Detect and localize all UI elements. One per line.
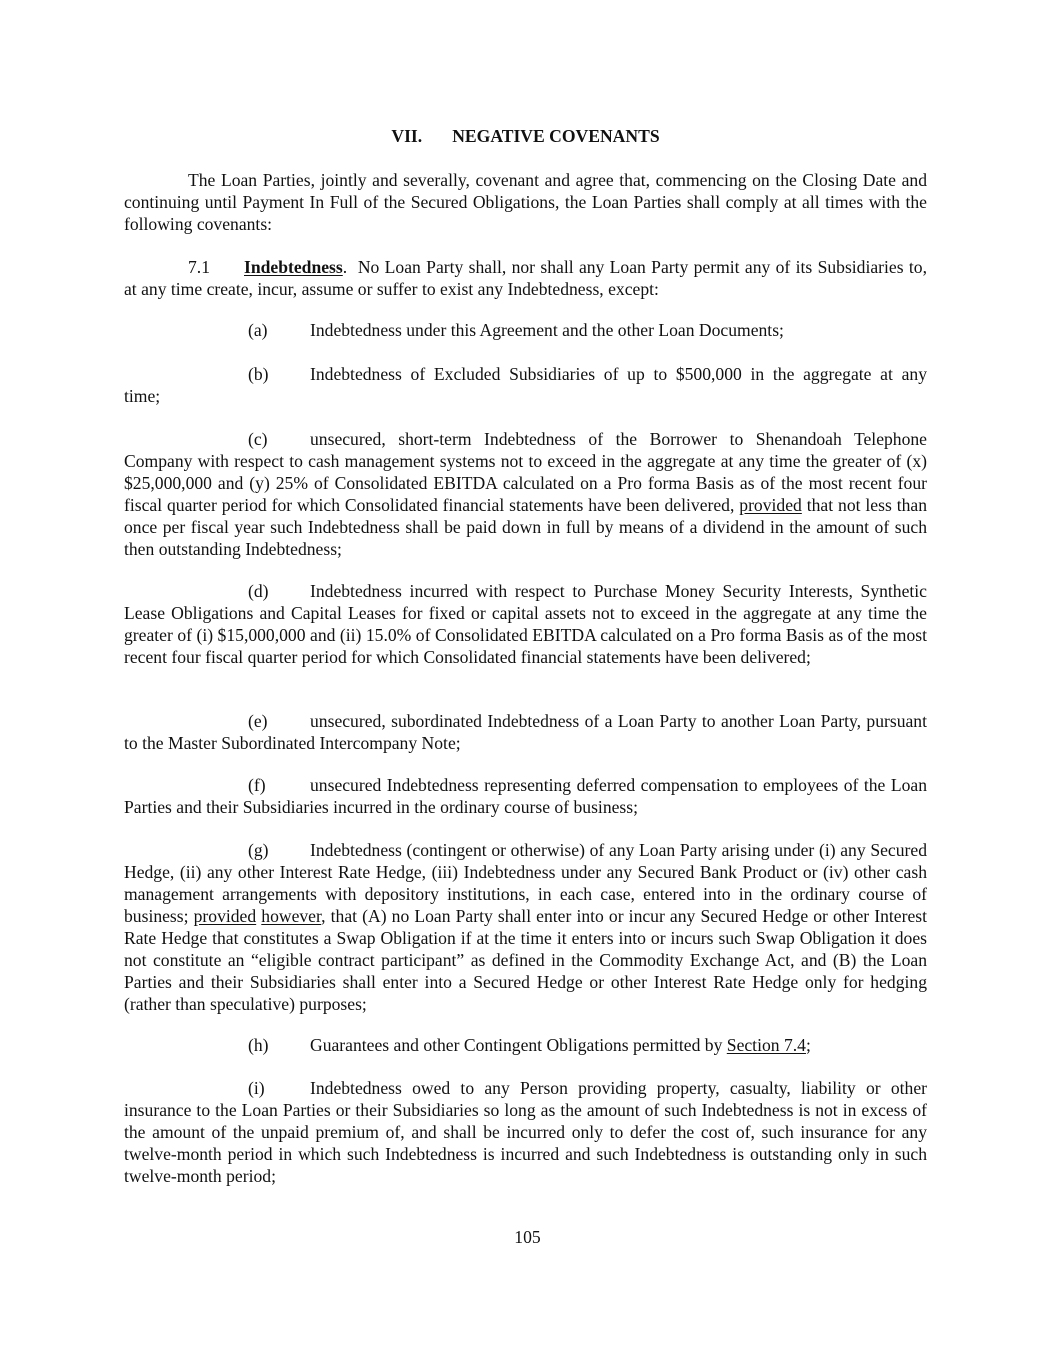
intro-paragraph: The Loan Parties, jointly and severally, covenant and agree that, commencing on the Closing Date and continuing until Payment In Full of the Secured Obligations, the Loan Parties shall comply at all times with the following covenants: — [124, 170, 927, 234]
section-number: 7.1 — [188, 257, 210, 277]
item-b-continuation: time; — [124, 386, 161, 406]
item-label: (i) — [248, 1078, 265, 1098]
page-number: 105 — [514, 1227, 541, 1247]
section-text: No Loan Party shall, nor shall any Loan Party permit any of its Subsidiaries to, at any time create, incur, assume or suffer to exist any Indebtedness, except: — [124, 257, 927, 299]
item-label: (f) — [248, 775, 266, 795]
item-label: (h) — [248, 1035, 269, 1055]
item-label: (g) — [248, 840, 269, 860]
item-label: (b) — [248, 364, 269, 384]
section-7-1: 7.1 Indebtedness. No Loan Party shall, nor shall any Loan Party permit any of its Subsidiaries to, at any time create, incur, assume or suffer to exist any Indebtedness, except: — [124, 257, 927, 299]
item-d: (d) Indebtedness incurred with respect to Purchase Money Security Interests, Synthetic Lease Obligations and Capital Leases for fixed or capital assets not to exceed in the aggregate at any time the greater of (i) $15,000,000 and (ii) 15.0% of Consolidated EBITDA calculated on a Pro forma Basis as of the most recent four fiscal quarter period for which Consolidated financial statements have been delivered; — [124, 581, 927, 667]
section-title: Indebtedness — [244, 257, 343, 277]
item-b: (b) Indebtedness of Excluded Subsidiaries of up to $500,000 in the aggregate at any — [248, 364, 927, 384]
item-label: (c) — [248, 429, 268, 449]
provided-term: provided — [739, 495, 802, 515]
article-heading — [124, 125, 927, 147]
article-title: NEGATIVE COVENANTS — [452, 126, 660, 146]
however-term: however — [261, 906, 322, 926]
item-i: (i) Indebtedness owed to any Person providing property, casualty, liability or other insurance to the Loan Parties or their Subsidiaries so long as the amount of such Indebtedness is not in excess of the amount of the unpaid premium of, and shall be incurred only to defer the cost of, such insurance for any twelve-month period in which such Indebtedness is incurred and such Indebtedness is outstanding only in such twelve-month period; — [124, 1078, 927, 1186]
item-g: (g) Indebtedness (contingent or otherwise) of any Loan Party arising under (i) any Secured Hedge, (ii) any other Interest Rate Hedge, (iii) Indebtedness under any Secured Bank Product or (iv) other cash management arrangements with depository institutions, in each case, entered into in the ordinary course of business; provided however, that (A) no Loan Party shall enter into or incur any Secured Hedge or other Interest Rate Hedge that constitutes a Swap Obligation if at the time it enters into or incurs such Swap Obligation it does not constitute an “eligible contract participant” as defined in the Commodity Exchange Act, and (B) the Loan Parties and their Subsidiaries shall enter into a Secured Hedge or other Interest Rate Hedge only for hedging (rather than speculative) purposes; — [124, 840, 927, 1014]
item-a: (a) Indebtedness under this Agreement and the other Loan Documents; — [248, 320, 784, 340]
item-e: (e) unsecured, subordinated Indebtedness of a Loan Party to another Loan Party, pursuant to the Master Subordinated Intercompany Note; — [124, 711, 927, 753]
item-h: (h) Guarantees and other Contingent Obligations permitted by Section 7.4; — [248, 1035, 811, 1055]
provided-term: provided — [193, 906, 257, 926]
item-label: (a) — [248, 320, 268, 340]
item-c: (c) unsecured, short-term Indebtedness of the Borrower to Shenandoah Telephone Company with respect to cash management systems not to exceed in the aggregate at any time the greater of (x) $25,000,000 and (y) 25% of Consolidated EBITDA calculated on a Pro forma Basis as of the most recent four fiscal quarter period for which Consolidated financial statements have been delivered, provided that not less than once per fiscal year such Indebtedness shall be paid down in full by means of a dividend in the amount of such then outstanding Indebtedness; — [124, 429, 927, 559]
item-f: (f) unsecured Indebtedness representing deferred compensation to employees of the Loan Parties and their Subsidiaries incurred in the ordinary course of business; — [124, 775, 927, 817]
section-reference-link[interactable]: Section 7.4 — [726, 1035, 806, 1055]
article-number: VII. — [391, 126, 423, 146]
item-label: (d) — [248, 581, 269, 601]
item-label: (e) — [248, 711, 268, 731]
